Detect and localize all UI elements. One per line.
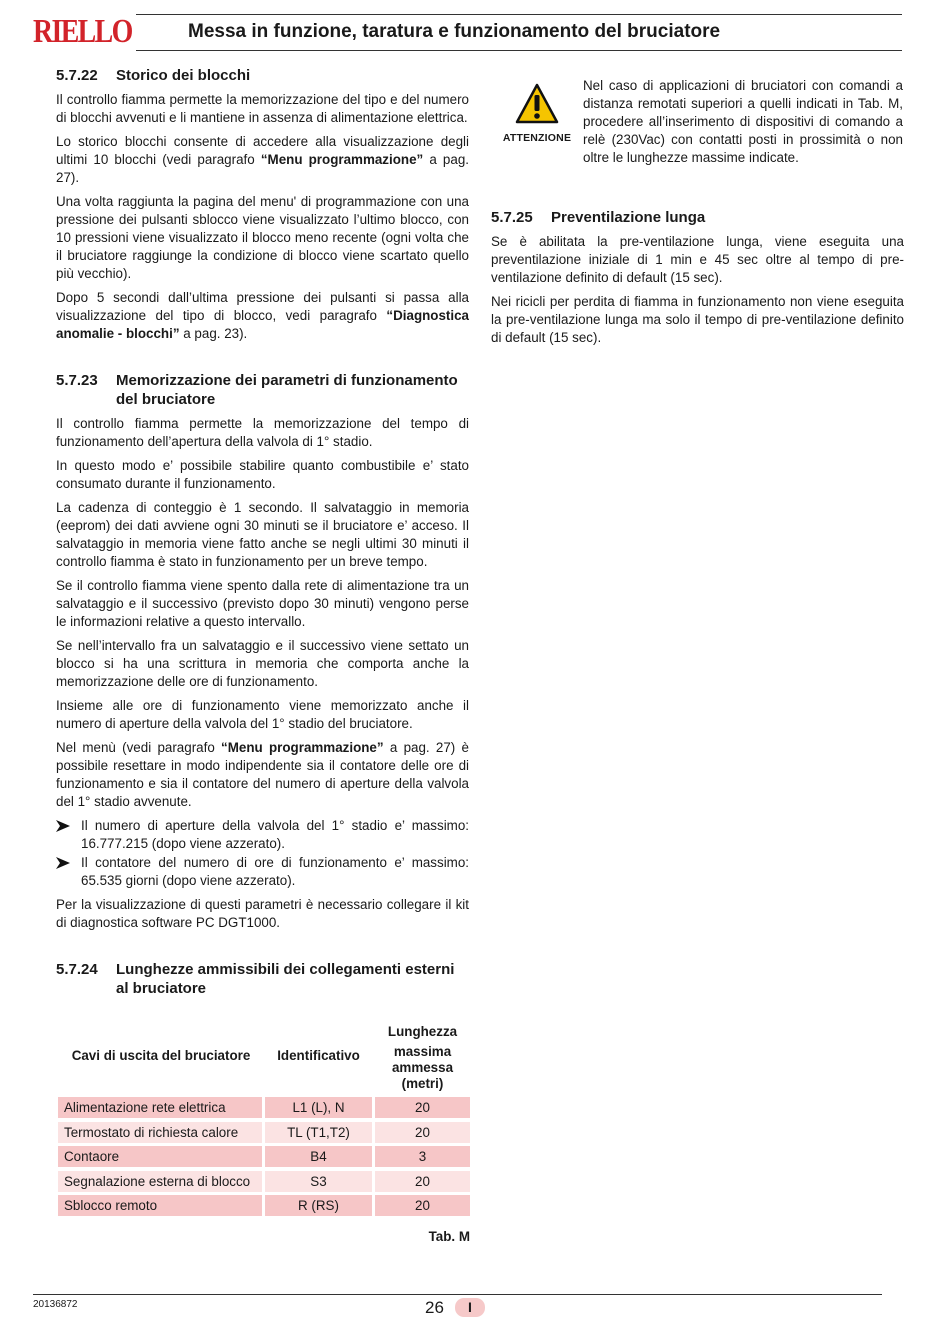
section-heading bbox=[491, 208, 904, 227]
paragraph bbox=[56, 133, 469, 187]
warning-triangle-icon bbox=[515, 83, 559, 125]
section-number: 5.7.24 bbox=[56, 961, 98, 978]
text-run: Lo storico blocchi consente di accedere alla visualizzazione degli ultimi 10 blocchi (vedi paragrafo bbox=[56, 134, 469, 167]
section-number: 5.7.22 bbox=[56, 67, 98, 84]
paragraph bbox=[56, 739, 469, 811]
column-header-id: Identificativo bbox=[277, 1048, 360, 1063]
cell-identifier: TL (T1,T2) bbox=[265, 1122, 372, 1143]
arrow-bullet-icon bbox=[56, 819, 70, 833]
paragraph: La cadenza di conteggio è 1 secondo. Il salvataggio in memoria (eeprom) dei dati avviene ogni 30 minuti se il bruciatore e’ acceso. Il salvataggio in memoria viene fatto anche se negli ultimi 30 minuti il controllo fiamma è stato in funzionamento per un breve tempo. bbox=[56, 500, 469, 569]
table-header bbox=[56, 1020, 470, 1096]
page-title: Messa in funzione, taratura e funzionamento del bruciatore bbox=[188, 21, 721, 42]
cross-reference-link[interactable]: “Menu programmazione” bbox=[221, 740, 384, 755]
section-number: 5.7.23 bbox=[56, 372, 98, 389]
column-header-length-line1: Lunghezza bbox=[387, 1024, 458, 1039]
table-row bbox=[56, 1170, 470, 1195]
list-item bbox=[56, 817, 469, 853]
section-heading bbox=[56, 66, 469, 85]
cell-max-length: 20 bbox=[375, 1097, 470, 1118]
cell-identifier: R (RS) bbox=[265, 1195, 372, 1216]
section-5-7-23 bbox=[56, 371, 469, 932]
text-run: Nel menù (vedi paragrafo bbox=[56, 740, 222, 755]
left-column bbox=[56, 66, 469, 1026]
table-caption: Tab. M bbox=[428, 1229, 470, 1244]
cell-max-length: 3 bbox=[375, 1146, 470, 1167]
cell-cable-name: Segnalazione esterna di blocco bbox=[58, 1171, 262, 1192]
cell-cable-name: Sblocco remoto bbox=[58, 1195, 262, 1216]
cable-length-table bbox=[56, 1020, 470, 1219]
section-5-7-22 bbox=[56, 66, 469, 343]
list-item bbox=[56, 854, 469, 890]
paragraph: Se è abilitata la pre-ventilazione lunga, viene eseguita una preventilazione iniziale di 1 min e 45 sec oltre al tempo di pre-ventilazione definito di default (15 sec). bbox=[491, 234, 904, 285]
cross-reference-link[interactable]: “Diagnostica anomalie - blocchi” bbox=[56, 308, 469, 341]
text-run: Dopo 5 secondi dall’ultima pressione dei pulsanti si passa alla visualizzazione del tipo di blocco, vedi paragrafo bbox=[56, 290, 469, 323]
cell-max-length: 20 bbox=[375, 1171, 470, 1192]
cross-reference-link[interactable]: “Menu programmazione” bbox=[260, 152, 424, 167]
paragraph: In questo modo e’ possibile stabilire quanto combustibile e’ stato consumato durante il funzionamento. bbox=[56, 458, 469, 491]
paragraph: Nei ricicli per perdita di fiamma in funzionamento non viene eseguita la pre-ventilazione lunga ma solo il tempo di pre-ventilazione definito di default (15 sec). bbox=[491, 294, 904, 345]
section-heading bbox=[56, 960, 469, 998]
cell-identifier: S3 bbox=[265, 1171, 372, 1192]
section-title: Memorizzazione dei parametri di funzionamento del bruciatore bbox=[116, 372, 458, 408]
arrow-bullet-icon bbox=[56, 856, 70, 870]
paragraph: Se nell’intervallo fra un salvataggio e il successivo viene settato un blocco si ha una scrittura in memoria che comporta anche la memorizzazione delle ore di funzionamento. bbox=[56, 638, 469, 689]
paragraph: Una volta raggiunta la pagina del menu' di programmazione con una pressione dei pulsanti sblocco viene visualizzato l’ultimo blocco, con 10 pressioni viene visualizzato il blocco meno recente (ogni volta che il bruciatore raggiunge la condizione di blocco viene scartato quello più vecchio). bbox=[56, 194, 469, 281]
section-title: Lunghezze ammissibili dei collegamenti esterni al bruciatore bbox=[116, 961, 455, 997]
paragraph: Il controllo fiamma permette la memorizzazione del tipo e del numero di blocchi avvenuti e li mantiene in assenza di alimentazione elettrica. bbox=[56, 92, 469, 125]
section-title: Preventilazione lunga bbox=[551, 209, 706, 226]
text-run: a pag. 27). bbox=[56, 152, 469, 185]
cell-max-length: 20 bbox=[375, 1195, 470, 1216]
column-header-length bbox=[375, 1024, 470, 1092]
cell-cable-name: Alimentazione rete elettrica bbox=[58, 1097, 262, 1118]
cell-identifier: B4 bbox=[265, 1146, 372, 1167]
text-run: a pag. 23). bbox=[179, 326, 248, 341]
bullet-list bbox=[56, 817, 469, 890]
paragraph: Il controllo fiamma permette la memorizzazione del tempo di funzionamento dell’apertura della valvola di 1° stadio. bbox=[56, 416, 469, 449]
warning-label: ATTENZIONE bbox=[502, 132, 572, 144]
cell-cable-name: Termostato di richiesta calore bbox=[58, 1122, 262, 1143]
list-item-text: Il numero di aperture della valvola del 1° stadio e’ massimo: 16.777.215 (dopo viene azzerato). bbox=[81, 818, 469, 851]
language-badge: I bbox=[455, 1298, 485, 1317]
table-row bbox=[56, 1096, 470, 1121]
cell-cable-name: Contaore bbox=[58, 1146, 262, 1167]
warning-box bbox=[497, 83, 577, 144]
list-item-text: Il contatore del numero di ore di funzionamento e’ massimo: 65.535 giorni (dopo viene azzerato). bbox=[81, 855, 469, 888]
section-number: 5.7.25 bbox=[491, 209, 533, 226]
cell-max-length: 20 bbox=[375, 1122, 470, 1143]
text-run: a pag. 27) è possibile resettare in modo indipendente sia il contatore delle ore di funzionamento e sia il contatore del numero di aperture della valvola del 1° stadio avvenute. bbox=[56, 740, 469, 809]
column-header-cables: Cavi di uscita del bruciatore bbox=[71, 1048, 251, 1063]
paragraph: Insieme alle ore di funzionamento viene memorizzato anche il numero di aperture della valvola del 1° stadio del bruciatore. bbox=[56, 698, 469, 731]
column-header-length-line2: massima ammessa (metri) bbox=[391, 1044, 454, 1091]
footer-rule bbox=[33, 1294, 882, 1295]
section-5-7-24 bbox=[56, 960, 469, 998]
table-row bbox=[56, 1145, 470, 1170]
header-rule-bottom bbox=[136, 50, 902, 51]
section-heading bbox=[56, 371, 469, 409]
page-number: 26 bbox=[425, 1298, 444, 1317]
paragraph: Se il controllo fiamma viene spento dalla rete di alimentazione tra un salvataggio e il successivo (previsto dopo 30 minuti) vengono perse le informazioni relative a questo intervallo. bbox=[56, 578, 469, 629]
document-code: 20136872 bbox=[33, 1299, 78, 1310]
section-title: Storico dei blocchi bbox=[116, 67, 251, 84]
paragraph: Per la visualizzazione di questi parametri è necessario collegare il kit di diagnostica software PC DGT1000. bbox=[56, 897, 469, 930]
table-row bbox=[56, 1194, 470, 1219]
paragraph bbox=[56, 289, 469, 343]
section-5-7-25 bbox=[491, 208, 904, 347]
cell-identifier: L1 (L), N bbox=[265, 1097, 372, 1118]
riello-logo: RIELLO bbox=[33, 13, 132, 50]
warning-text: Nel caso di applicazioni di bruciatori con comandi a distanza remotati superiori a quelli indicati in Tab. M, procedere all’inserimento di dispositivi di comando a relè (230Vac) con contatti posti in prossimità o non oltre le lunghezze massime indicate. bbox=[583, 78, 903, 165]
header-rule-top bbox=[136, 14, 902, 15]
table-body bbox=[56, 1096, 470, 1219]
table-row bbox=[56, 1121, 470, 1146]
